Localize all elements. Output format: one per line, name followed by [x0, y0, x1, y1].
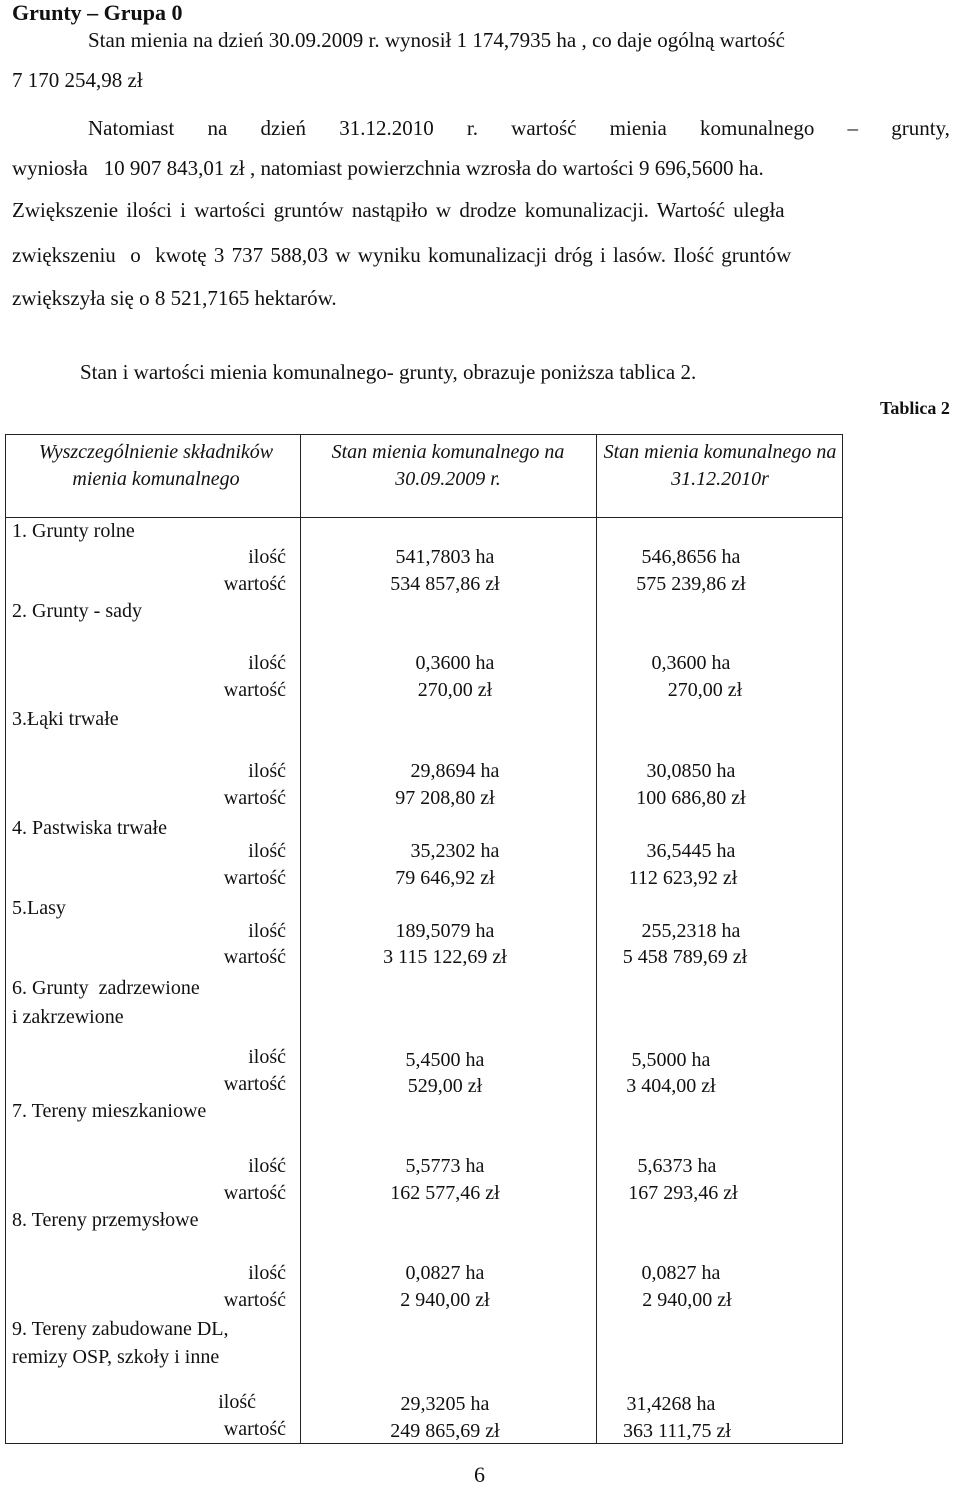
- para1-line1: Stan mienia na dzień 30.09.2009 r. wynosił 1 174,7935 ha , co daje ogólną wartość: [88, 28, 785, 52]
- value-label: wartość: [223, 787, 286, 809]
- row-name: 7. Tereny mieszkaniowe: [12, 1100, 207, 1122]
- value-2009: 97 208,80 zł: [395, 787, 495, 809]
- row-name: 4. Pastwiska trwałe: [12, 817, 167, 839]
- qty-2009: 0,0827 ha: [405, 1262, 485, 1284]
- qty-label: ilość: [248, 1262, 286, 1284]
- qty-label: ilość: [248, 760, 286, 782]
- word: grunty,: [891, 116, 950, 140]
- value-2009: 79 646,92 zł: [395, 867, 495, 889]
- qty-label: ilość: [248, 920, 286, 942]
- value-label: wartość: [223, 867, 286, 889]
- value-2009: 162 577,46 zł: [390, 1182, 500, 1204]
- table-label: Tablica 2: [880, 398, 950, 418]
- value-2010: 167 293,46 zł: [628, 1182, 738, 1204]
- row-name: 6. Grunty zadrzewione: [12, 977, 200, 999]
- value-label: wartość: [223, 1418, 286, 1440]
- qty-2009: 35,2302 ha: [410, 840, 500, 862]
- value-2010: 270,00 zł: [667, 679, 743, 701]
- para2-line2: wyniosła 10 907 843,01 zł , natomiast powierzchnia wzrosła do wartości 9 696,5600 ha.: [12, 156, 764, 180]
- value-2010: 575 239,86 zł: [636, 573, 746, 595]
- row-name: 5.Lasy: [12, 897, 66, 919]
- qty-label: ilość: [218, 1391, 256, 1413]
- page-number: 6: [474, 1462, 485, 1487]
- qty-label: ilość: [248, 1155, 286, 1177]
- qty-2010: 31,4268 ha: [626, 1393, 716, 1415]
- qty-2010: 546,8656 ha: [641, 546, 741, 568]
- qty-label: ilość: [248, 546, 286, 568]
- value-label: wartość: [223, 1182, 286, 1204]
- qty-2010: 255,2318 ha: [641, 920, 741, 942]
- para2-line5: zwiększyła się o 8 521,7165 hektarów.: [12, 286, 337, 310]
- qty-2010: 30,0850 ha: [646, 760, 736, 782]
- qty-2009: 29,3205 ha: [400, 1393, 490, 1415]
- qty-2010: 5,6373 ha: [637, 1155, 717, 1177]
- qty-2009: 5,4500 ha: [405, 1049, 485, 1071]
- header-col3: Stan mienia komunalnego na 31.12.2010r: [603, 441, 837, 490]
- section-heading: Grunty – Grupa 0: [12, 0, 183, 25]
- table-intro: Stan i wartości mienia komunalnego- grunty, obrazuje poniższa tablica 2.: [80, 360, 697, 384]
- qty-2010: 36,5445 ha: [646, 840, 736, 862]
- para1-line2: 7 170 254,98 zł: [12, 68, 143, 92]
- value-label: wartość: [223, 1073, 286, 1095]
- para2-line4: zwiększeniu o kwotę 3 737 588,03 w wyniku komunalizacji dróg i lasów. Ilość gruntów: [12, 243, 792, 267]
- word: mienia: [609, 116, 667, 140]
- row-name: 1. Grunty rolne: [12, 520, 135, 542]
- word: –: [847, 116, 859, 140]
- qty-label: ilość: [248, 1046, 286, 1068]
- value-label: wartość: [223, 573, 286, 595]
- value-label: wartość: [223, 1289, 286, 1311]
- word: r.: [466, 116, 478, 140]
- row-name: 8. Tereny przemysłowe: [12, 1209, 199, 1231]
- qty-label: ilość: [248, 840, 286, 862]
- row-name: 3.Łąki trwałe: [12, 708, 119, 730]
- value-2010: 363 111,75 zł: [623, 1420, 731, 1442]
- row-name: 9. Tereny zabudowane DL,: [12, 1318, 229, 1340]
- value-2009: 2 940,00 zł: [400, 1289, 490, 1311]
- para2-line3: Zwiększenie ilości i wartości gruntów nastąpiło w drodze komunalizacji. Wartość uległa: [12, 198, 785, 222]
- qty-2009: 29,8694 ha: [410, 760, 500, 782]
- header-divider: [6, 517, 842, 518]
- qty-2009: 189,5079 ha: [395, 920, 495, 942]
- value-2009: 534 857,86 zł: [390, 573, 500, 595]
- value-2010: 2 940,00 zł: [642, 1289, 732, 1311]
- word: dzień: [260, 116, 307, 140]
- word: komunalnego: [700, 116, 815, 140]
- value-label: wartość: [223, 946, 286, 968]
- row-name: 2. Grunty - sady: [12, 600, 142, 622]
- qty-2010: 0,0827 ha: [641, 1262, 721, 1284]
- row-name-continued: remizy OSP, szkoły i inne: [12, 1346, 220, 1368]
- value-2009: 249 865,69 zł: [390, 1420, 500, 1442]
- qty-2009: 0,3600 ha: [415, 652, 495, 674]
- qty-2010: 0,3600 ha: [651, 652, 731, 674]
- value-2009: 270,00 zł: [417, 679, 493, 701]
- value-2009: 529,00 zł: [407, 1075, 483, 1097]
- value-label: wartość: [223, 679, 286, 701]
- word: Natomiast: [88, 116, 175, 140]
- value-2009: 3 115 122,69 zł: [383, 946, 507, 968]
- word: na: [207, 116, 228, 140]
- qty-2009: 5,5773 ha: [405, 1155, 485, 1177]
- value-2010: 5 458 789,69 zł: [622, 946, 748, 968]
- qty-2010: 5,5000 ha: [631, 1049, 711, 1071]
- header-col1: Wyszczególnienie składników mienia komunalnego: [38, 441, 274, 490]
- header-col2: Stan mienia komunalnego na 30.09.2009 r.: [331, 441, 565, 490]
- value-2010: 112 623,92 zł: [628, 867, 738, 889]
- qty-2009: 541,7803 ha: [395, 546, 495, 568]
- qty-label: ilość: [248, 652, 286, 674]
- word: wartość: [511, 116, 577, 140]
- row-name-continued: i zakrzewione: [12, 1006, 124, 1028]
- value-2010: 3 404,00 zł: [626, 1075, 716, 1097]
- word: 31.12.2010: [339, 116, 434, 140]
- value-2010: 100 686,80 zł: [636, 787, 746, 809]
- para2-line1: [88, 116, 950, 141]
